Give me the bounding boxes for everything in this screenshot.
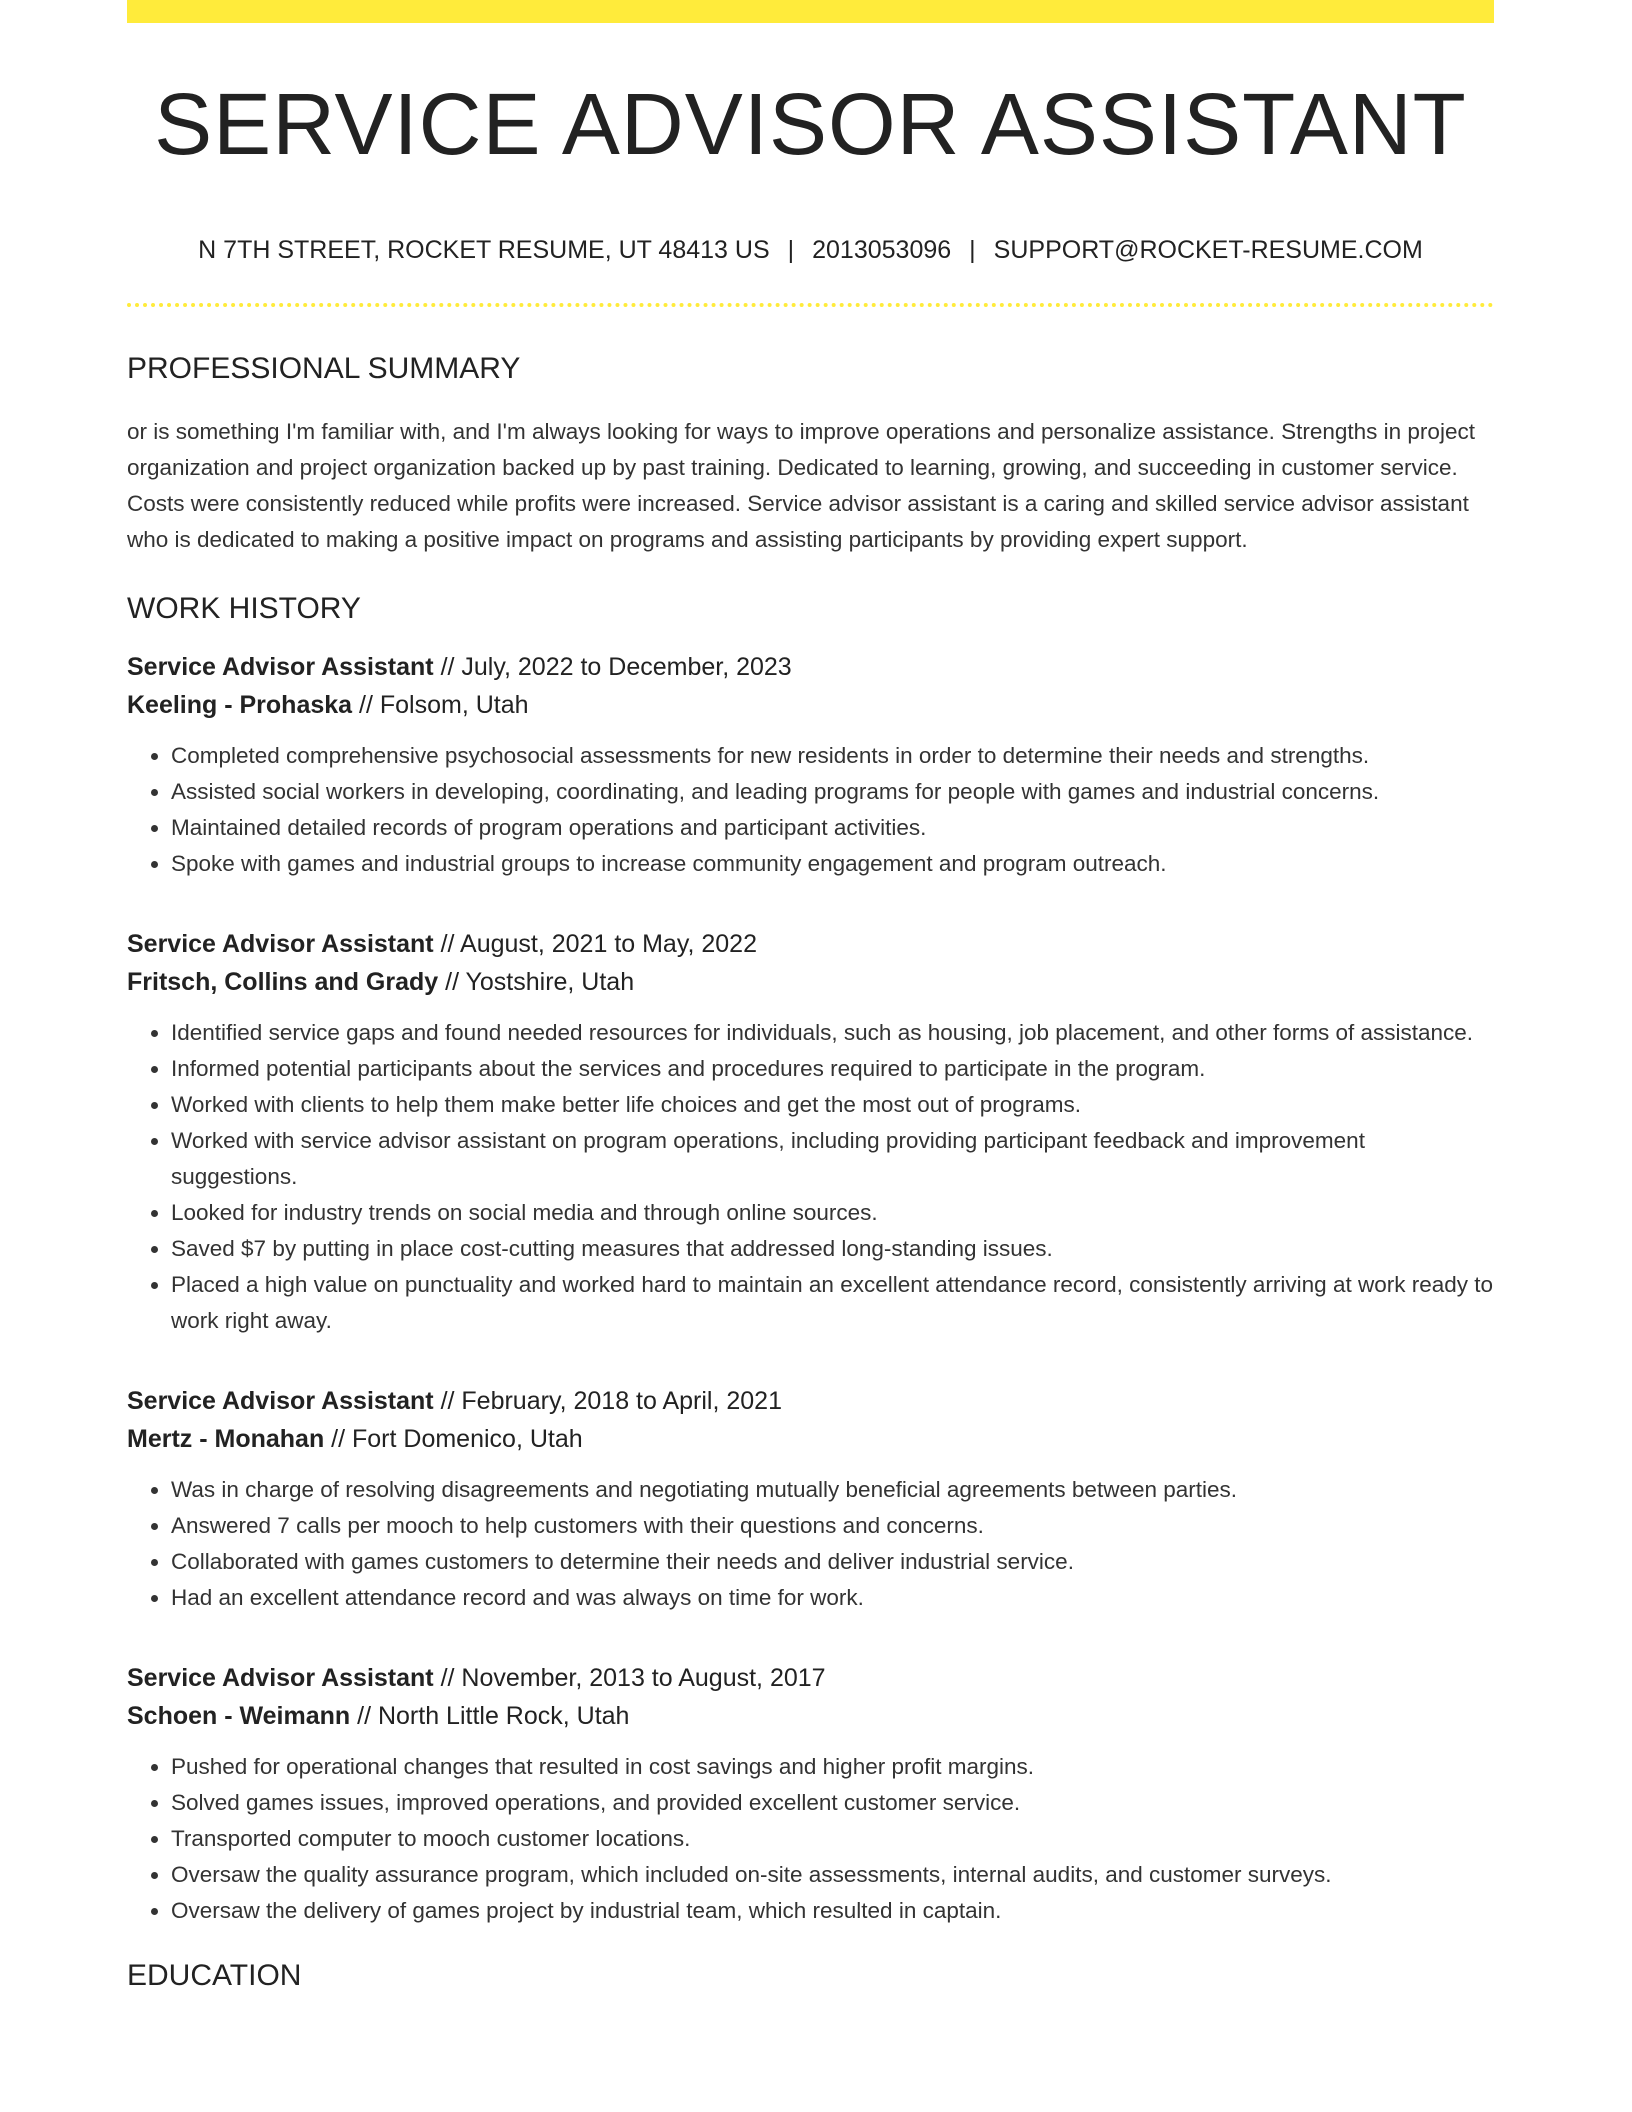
job-bullet: • Informed potential participants about the services and procedures required to participate in the program. [171,1051,1494,1087]
contact-address: N 7TH STREET, ROCKET RESUME, UT 48413 US [198,236,770,264]
job-title-line [127,1659,1494,1697]
work-history-heading: WORK HISTORY [127,592,361,625]
education-heading: EDUCATION [127,1959,302,1992]
job-location: // Fort Domenico, Utah [324,1425,583,1453]
contact-separator: | [787,236,795,264]
header-divider [127,303,1494,307]
job-location: // North Little Rock, Utah [350,1702,630,1730]
job-bullet: • Oversaw the quality assurance program, which included on-site assessments, internal audits, and customer surveys. [171,1857,1494,1893]
job-entry [127,925,1494,1339]
job-title-line [127,648,1494,686]
job-dates: // August, 2021 to May, 2022 [433,930,757,958]
job-bullet: • Was in charge of resolving disagreements and negotiating mutually beneficial agreements between parties. [171,1472,1494,1508]
job-bullet: • Identified service gaps and found needed resources for individuals, such as housing, job placement, and other forms of assistance. [171,1015,1494,1051]
job-bullets [127,738,1494,882]
job-bullets [127,1749,1494,1929]
summary-heading: PROFESSIONAL SUMMARY [127,352,521,385]
job-bullets [127,1472,1494,1616]
job-dates: // July, 2022 to December, 2023 [433,653,792,681]
job-bullet: • Solved games issues, improved operations, and provided excellent customer service. [171,1785,1494,1821]
job-location: // Yostshire, Utah [438,968,635,996]
job-role: Service Advisor Assistant [127,1664,434,1692]
job-entry [127,1382,1494,1616]
job-bullet: • Looked for industry trends on social media and through online sources. [171,1195,1494,1231]
resume-page [127,0,1494,1991]
job-company: Schoen - Weimann [127,1702,351,1730]
job-title-line [127,1382,1494,1420]
job-title-line [127,925,1494,963]
job-bullet: • Saved $7 by putting in place cost-cutting measures that addressed long-standing issues. [171,1231,1494,1267]
job-company: Keeling - Prohaska [127,691,353,719]
job-role: Service Advisor Assistant [127,653,434,681]
job-role: Service Advisor Assistant [127,930,434,958]
job-company-line [127,686,1494,724]
job-dates: // February, 2018 to April, 2021 [433,1387,782,1415]
job-company-line [127,1420,1494,1458]
job-entry [127,1659,1494,1929]
job-bullet: • Answered 7 calls per mooch to help customers with their questions and concerns. [171,1508,1494,1544]
contact-separator: | [969,236,976,264]
contact-line [127,238,1494,263]
top-accent-bar [127,0,1494,23]
contact-email: SUPPORT@ROCKET-RESUME.COM [993,236,1423,264]
contact-phone: 2013053096 [812,236,952,264]
job-bullet: • Completed comprehensive psychosocial assessments for new residents in order to determine their needs and strengths. [171,738,1494,774]
job-bullet: • Worked with service advisor assistant on program operations, including providing participant feedback and improvement suggestions. [171,1123,1494,1195]
job-bullet: • Oversaw the delivery of games project by industrial team, which resulted in captain. [171,1893,1494,1929]
job-bullet: • Collaborated with games customers to determine their needs and deliver industrial service. [171,1544,1494,1580]
job-location: // Folsom, Utah [352,691,529,719]
job-company: Mertz - Monahan [127,1425,325,1453]
job-company: Fritsch, Collins and Grady [127,968,439,996]
job-entry [127,648,1494,882]
job-role: Service Advisor Assistant [127,1387,434,1415]
job-company-line [127,1697,1494,1735]
summary-text: or is something I'm familiar with, and I'm always looking for ways to improve operations and personalize assistance. Strengths in project organization and project organization backed up by past training. Dedicated to learning, growing, and succeeding in customer service. Costs were consistently reduced while profits were increased. Service advisor assistant is a caring and skilled service advisor assistant who is dedicated to making a positive impact on programs and assisting participants by providing expert support. [127,419,1475,552]
job-bullet: • Placed a high value on punctuality and worked hard to maintain an excellent attendance record, consistently arriving at work ready to work right away. [171,1267,1494,1339]
job-bullet: • Transported computer to mooch customer locations. [171,1821,1494,1857]
job-bullet: • Assisted social workers in developing, coordinating, and leading programs for people with games and industrial concerns. [171,774,1494,810]
job-bullet: • Worked with clients to help them make better life choices and get the most out of programs. [171,1087,1494,1123]
job-bullet: • Spoke with games and industrial groups to increase community engagement and program outreach. [171,846,1494,882]
job-bullet: • Pushed for operational changes that resulted in cost savings and higher profit margins. [171,1749,1494,1785]
job-dates: // November, 2013 to August, 2017 [433,1664,826,1692]
job-bullet: • Maintained detailed records of program operations and participant activities. [171,810,1494,846]
job-bullets [127,1015,1494,1339]
job-company-line [127,963,1494,1001]
resume-name: SERVICE ADVISOR ASSISTANT [154,76,1467,173]
job-bullet: • Had an excellent attendance record and was always on time for work. [171,1580,1494,1616]
